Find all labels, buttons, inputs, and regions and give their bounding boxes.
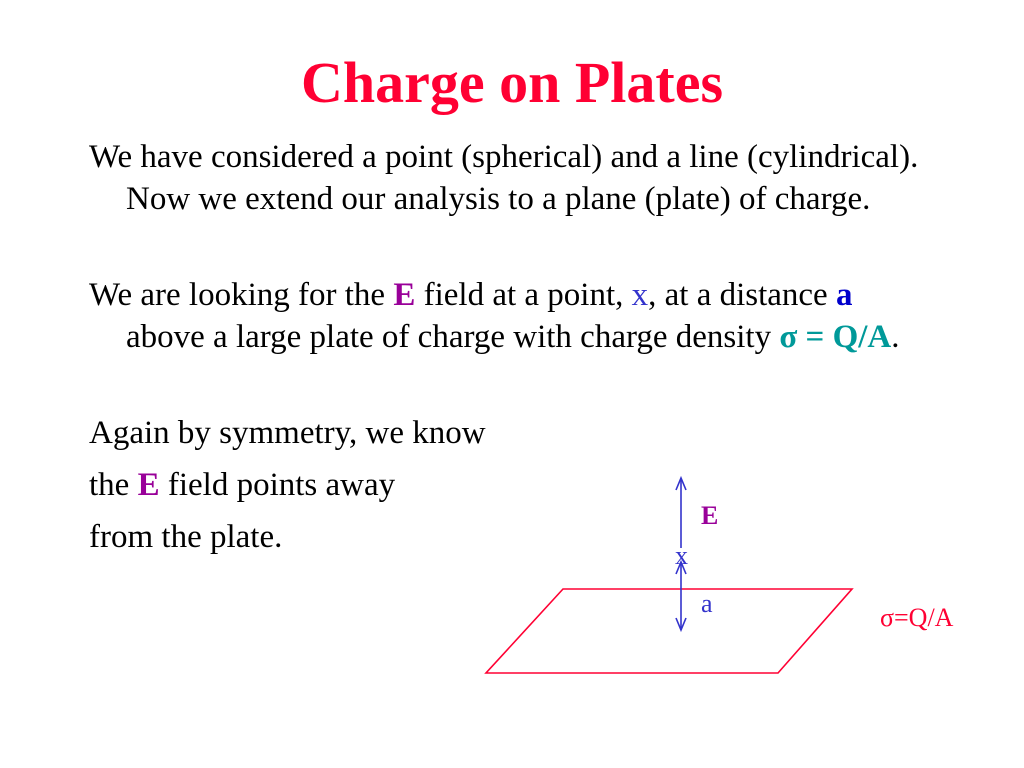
charge-density-formula: σ = Q/A	[779, 319, 892, 355]
e-field-symbol: E	[393, 277, 416, 313]
diagram-x-label: x	[675, 541, 688, 570]
text-segment: , at a distance	[648, 277, 836, 313]
diagram-sigma-label: σ=Q/A	[880, 603, 954, 632]
text-segment: field at a point,	[415, 277, 632, 313]
point-x-symbol: x	[631, 277, 649, 313]
charged-plate	[486, 589, 852, 673]
slide-title: Charge on Plates	[300, 50, 724, 115]
paragraph-from-plate-text: from the plate.	[89, 519, 283, 555]
diagram-e-label: E	[701, 501, 719, 530]
paragraph-symmetry-text: Again by symmetry, we know	[89, 415, 486, 451]
e-field-symbol: E	[137, 467, 160, 503]
text-segment: above a large plate of charge with charge density	[126, 319, 780, 355]
paragraph-considered-text: We have considered a point (spherical) and a line (cylindrical). Now we extend our analysis to a plane (plate) of charge.	[89, 139, 919, 217]
text-segment: .	[891, 319, 900, 355]
distance-a-symbol: a	[835, 277, 853, 313]
text-segment: field points away	[159, 467, 396, 503]
text-segment: the	[89, 467, 138, 503]
text-segment: We are looking for the	[89, 277, 394, 313]
diagram-a-label: a	[701, 589, 713, 618]
